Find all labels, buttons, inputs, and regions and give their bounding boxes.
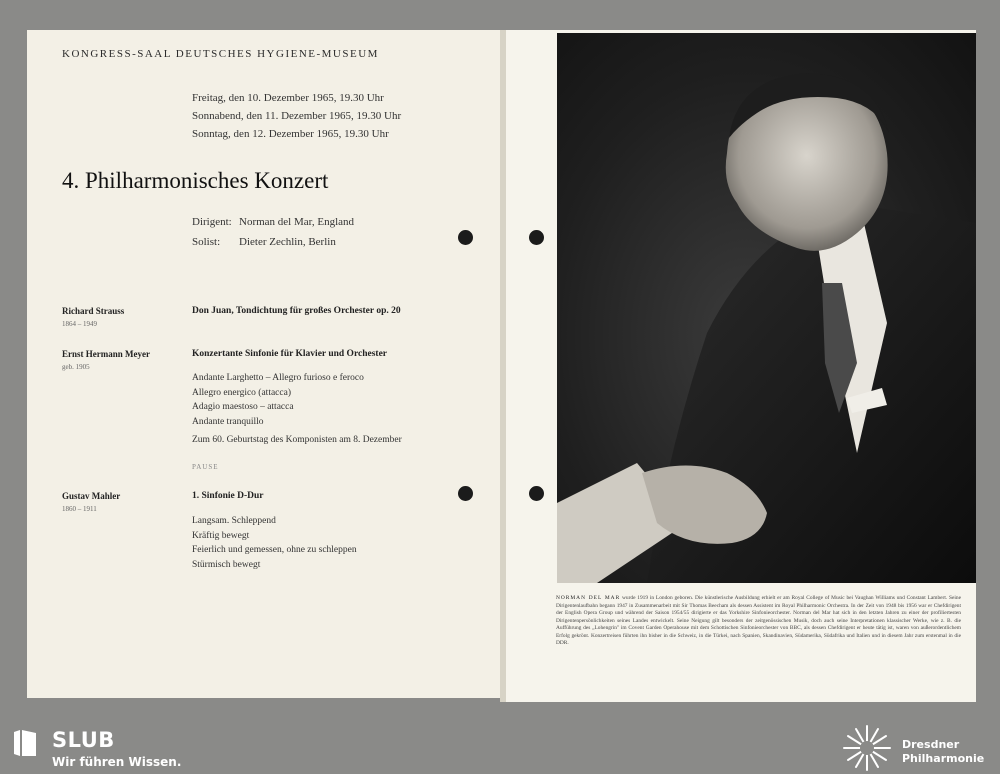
punch-hole bbox=[529, 230, 544, 245]
work-note: Zum 60. Geburtstag des Komponisten am 8. Dezember bbox=[192, 435, 402, 445]
bio-name: NORMAN DEL MAR bbox=[556, 595, 621, 601]
movement: Feierlich und gemessen, ohne zu schleppen bbox=[192, 545, 357, 555]
conductor-role: Dirigent: bbox=[192, 216, 232, 228]
soloist-role: Solist: bbox=[192, 236, 221, 248]
conductor-portrait-photo bbox=[557, 33, 976, 583]
soloist-line bbox=[192, 232, 354, 252]
composer-life: 1864 – 1949 bbox=[62, 320, 97, 328]
slub-logo-icon bbox=[12, 728, 38, 758]
punch-hole bbox=[529, 486, 544, 501]
partner-name-line: Dresdner bbox=[902, 738, 960, 751]
movement: Langsam. Schleppend bbox=[192, 516, 276, 526]
venue-heading: KONGRESS-SAAL DEUTSCHES HYGIENE-MUSEUM bbox=[62, 48, 379, 60]
composer-life: 1860 – 1911 bbox=[62, 505, 97, 513]
movement-list bbox=[192, 514, 357, 572]
movement: Stürmisch bewegt bbox=[192, 559, 261, 570]
conductor-line bbox=[192, 212, 354, 232]
partner-name-line: Philharmonie bbox=[902, 752, 985, 765]
dresdner-philharmonie-name bbox=[902, 738, 984, 766]
punch-hole bbox=[458, 486, 473, 501]
concert-date: Sonntag, den 12. Dezember 1965, 19.30 Uhr bbox=[192, 128, 389, 140]
movement: Andante tranquillo bbox=[192, 416, 264, 427]
movement: Allegro energico (attacca) bbox=[192, 387, 291, 398]
concert-date: Sonnabend, den 11. Dezember 1965, 19.30 Uhr bbox=[192, 110, 402, 122]
dresdner-philharmonie-logo-icon bbox=[840, 724, 894, 772]
punch-hole bbox=[458, 230, 473, 245]
portrait-illustration bbox=[557, 33, 976, 583]
slub-tagline: Wir führen Wissen. bbox=[52, 755, 182, 769]
movement: Andante Larghetto – Allegro furioso e feroco bbox=[192, 373, 364, 383]
conductor-name: Norman del Mar, England bbox=[239, 216, 355, 228]
composer-strauss bbox=[62, 306, 124, 328]
work-title: 1. Sinfonie D-Dur bbox=[192, 491, 264, 501]
conductor-biography bbox=[556, 595, 961, 648]
concert-dates bbox=[192, 89, 401, 143]
composer-life: geb. 1905 bbox=[62, 363, 90, 371]
work-title: Konzertante Sinfonie für Klavier und Orchester bbox=[192, 349, 388, 359]
concert-title: 4. Philharmonisches Konzert bbox=[62, 168, 329, 193]
composer-name: Gustav Mahler bbox=[62, 491, 121, 501]
performers bbox=[192, 212, 354, 252]
movement: Kräftig bewegt bbox=[192, 530, 250, 541]
bio-text: wurde 1919 in London geboren. Die künstlerische Ausbildung erhielt er am Royal College of Music bei Vaughan Williams und Constant Lambert. Seine Dirigentenlaufbahn begann 1947 in Zusammenarbeit mit Sir Thomas Beecham als dessen Assistent im Royal Philharmonic Orchestra. In der Zeit von 1948 bis 1956 war er Chefdirigent der English Opera Group und während der Saison 1954/55 dirigierte er das Yorkshire Sinfonieorchester. Norman del Mar hat sich in den letzten Jahren zu einer der profiliertesten Dirigentenpersönlichkeiten seines Landes entwickelt. Seine Neigung gilt besonders der zeitgenössischen Musik, doch auch seine Interpretationen klassischer Werke, wie z. B. die Aufführung des „Lohengrin" im Covent Garden Operahouse mit dem Schottischen Sinfonieorchester von BBC, als dessen Chefdirigent er heute tätig ist, waren von außerordentlichem Erfolg gekrönt. Konzertreisen führten ihn bisher in die Schweiz, in die Türkei, nach Spanien, Skandinavien, Südamerika, Südafrika und Italien und in diesem Jahr zum erstenmal in die DDR. bbox=[556, 595, 961, 646]
composer-name: Ernst Hermann Meyer bbox=[62, 349, 150, 359]
work-title: Don Juan, Tondichtung für großes Orchester op. 20 bbox=[192, 306, 401, 316]
slub-logo-text: SLUB bbox=[52, 728, 115, 752]
composer-meyer bbox=[62, 349, 150, 371]
composer-name: Richard Strauss bbox=[62, 306, 125, 316]
pause-label: PAUSE bbox=[192, 463, 219, 471]
movement: Adagio maestoso – attacca bbox=[192, 402, 294, 412]
soloist-name: Dieter Zechlin, Berlin bbox=[239, 236, 336, 248]
concert-date: Freitag, den 10. Dezember 1965, 19.30 Uhr bbox=[192, 92, 384, 104]
composer-mahler bbox=[62, 491, 120, 513]
movement-list bbox=[192, 371, 364, 429]
